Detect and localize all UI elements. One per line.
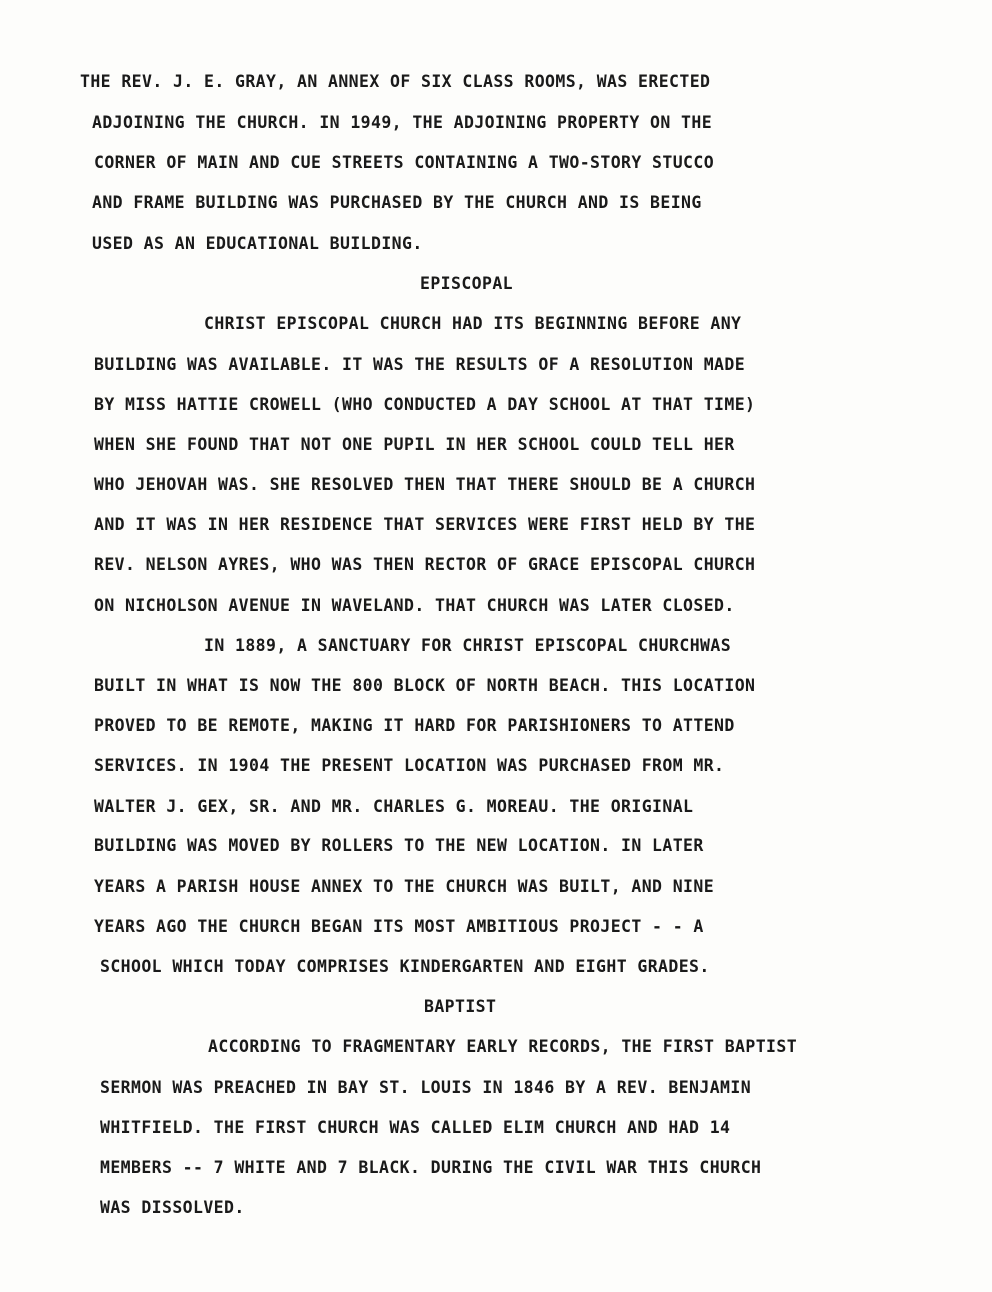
text-line: SCHOOL WHICH TODAY COMPRISES KINDERGARTEN AND EIGHT GRADES.	[100, 957, 710, 976]
text-line: WALTER J. GEX, SR. AND MR. CHARLES G. MOREAU. THE ORIGINAL	[94, 797, 694, 816]
text-line: WHEN SHE FOUND THAT NOT ONE PUPIL IN HER SCHOOL COULD TELL HER	[94, 435, 735, 454]
text-line: USED AS AN EDUCATIONAL BUILDING.	[92, 234, 423, 253]
text-line: WHITFIELD. THE FIRST CHURCH WAS CALLED ELIM CHURCH AND HAD 14	[100, 1118, 731, 1137]
text-line: MEMBERS -- 7 WHITE AND 7 BLACK. DURING THE CIVIL WAR THIS CHURCH	[100, 1158, 762, 1177]
text-line: YEARS A PARISH HOUSE ANNEX TO THE CHURCH WAS BUILT, AND NINE	[94, 877, 715, 896]
text-line: WHO JEHOVAH WAS. SHE RESOLVED THEN THAT THERE SHOULD BE A CHURCH	[94, 475, 756, 494]
text-line: IN 1889, A SANCTUARY FOR CHRIST EPISCOPAL CHURCHWAS	[204, 636, 732, 655]
text-line: BUILDING WAS AVAILABLE. IT WAS THE RESULTS OF A RESOLUTION MADE	[94, 355, 746, 374]
text-line: SERMON WAS PREACHED IN BAY ST. LOUIS IN 1846 BY A REV. BENJAMIN	[100, 1078, 752, 1097]
section-heading-baptist: BAPTIST	[424, 997, 497, 1016]
text-line: CORNER OF MAIN AND CUE STREETS CONTAINING A TWO-STORY STUCCO	[94, 153, 715, 172]
section-heading-episcopal: EPISCOPAL	[420, 274, 514, 293]
text-line: SERVICES. IN 1904 THE PRESENT LOCATION WAS PURCHASED FROM MR.	[94, 756, 725, 775]
text-line: ON NICHOLSON AVENUE IN WAVELAND. THAT CHURCH WAS LATER CLOSED.	[94, 596, 735, 615]
text-line: AND FRAME BUILDING WAS PURCHASED BY THE CHURCH AND IS BEING	[92, 193, 702, 212]
text-line: ADJOINING THE CHURCH. IN 1949, THE ADJOINING PROPERTY ON THE	[92, 113, 713, 132]
text-line: THE REV. J. E. GRAY, AN ANNEX OF SIX CLASS ROOMS, WAS ERECTED	[80, 72, 711, 91]
text-line: CHRIST EPISCOPAL CHURCH HAD ITS BEGINNING BEFORE ANY	[204, 314, 742, 333]
text-line: WAS DISSOLVED.	[100, 1198, 245, 1217]
text-line: BUILT IN WHAT IS NOW THE 800 BLOCK OF NORTH BEACH. THIS LOCATION	[94, 676, 756, 695]
text-line: REV. NELSON AYRES, WHO WAS THEN RECTOR OF GRACE EPISCOPAL CHURCH	[94, 555, 756, 574]
text-line: YEARS AGO THE CHURCH BEGAN ITS MOST AMBITIOUS PROJECT - - A	[94, 917, 704, 936]
text-line: ACCORDING TO FRAGMENTARY EARLY RECORDS, THE FIRST BAPTIST	[208, 1037, 798, 1056]
text-line: BY MISS HATTIE CROWELL (WHO CONDUCTED A DAY SCHOOL AT THAT TIME)	[94, 395, 756, 414]
text-line: AND IT WAS IN HER RESIDENCE THAT SERVICES WERE FIRST HELD BY THE	[94, 515, 756, 534]
text-line: BUILDING WAS MOVED BY ROLLERS TO THE NEW LOCATION. IN LATER	[94, 836, 704, 855]
text-line: PROVED TO BE REMOTE, MAKING IT HARD FOR PARISHIONERS TO ATTEND	[94, 716, 735, 735]
